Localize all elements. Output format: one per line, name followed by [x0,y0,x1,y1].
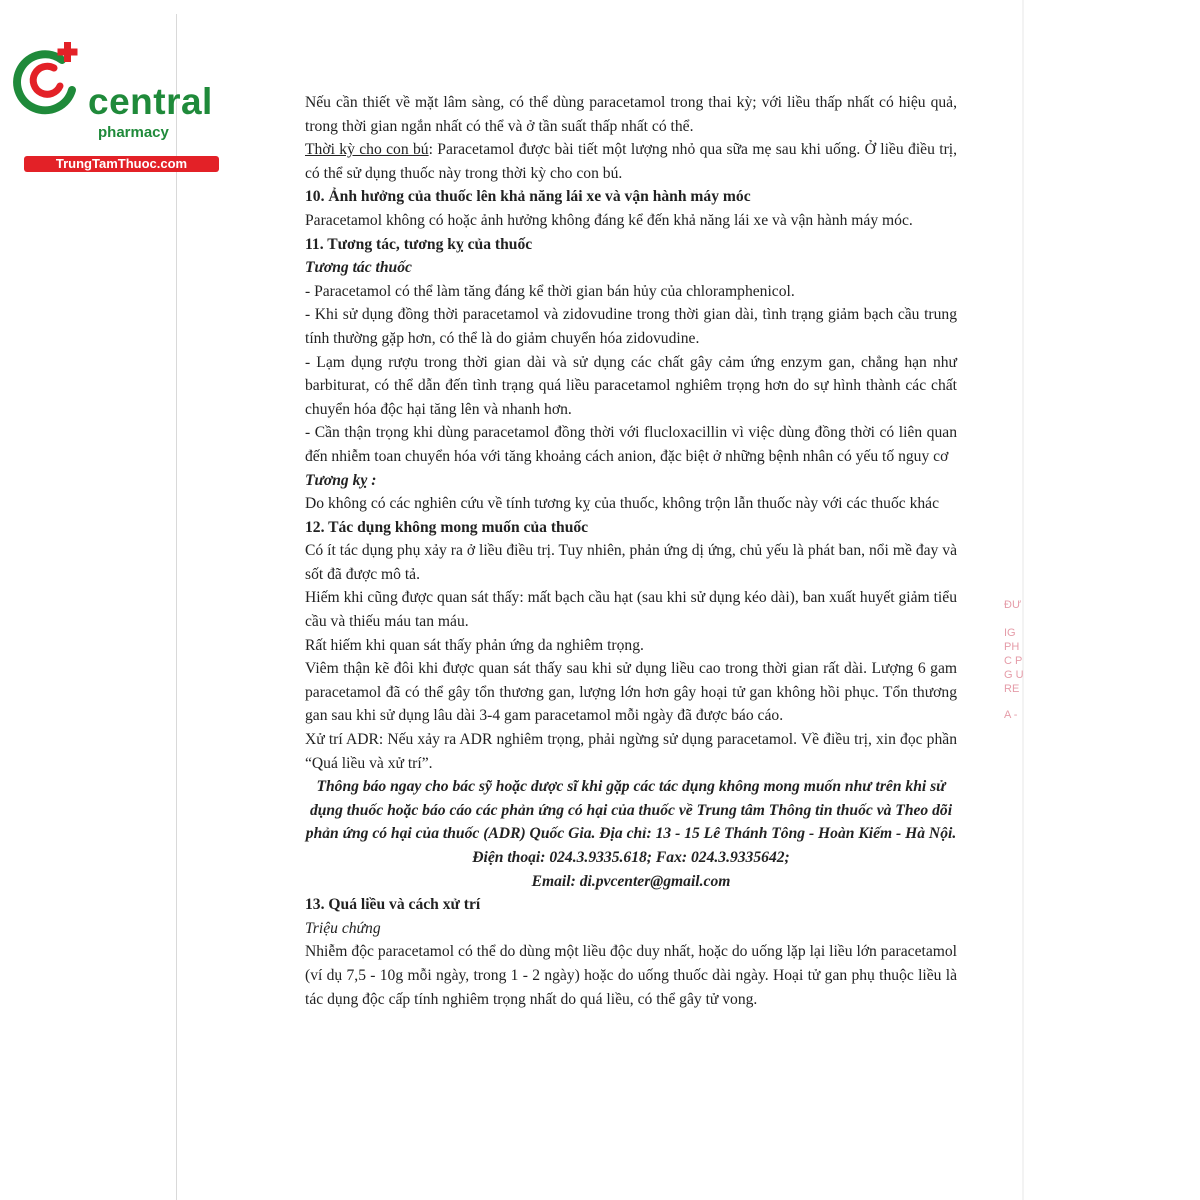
document-body [305,91,957,1011]
stamp-line: RE [1004,683,1020,695]
brand-subtitle: pharmacy [98,124,169,141]
central-pharmacy-logo[interactable] [10,38,215,171]
side-effects-paragraph: Viêm thận kẽ đôi khi được quan sát thấy sau khi sử dụng liều cao trong thời gian rất dài. Lượng 6 gam paracetamol đã có thể gây tổn thương gan, lượng lớn hơn gây hoại tử gan không hồi phục. Tổn thương gan sau khi sử dụng lâu dài 3-4 gam paracetamol mỗi ngày đã được báo cáo. [305,660,957,725]
side-effects-paragraph: Rất hiếm khi quan sát thấy phản ứng da nghiêm trọng. [305,636,644,654]
stamp-line: ĐƯ [1004,599,1022,611]
stamp-line: C P [1004,655,1023,667]
stamp-line: IG [1004,627,1016,639]
section-10-heading: 10. Ảnh hưởng của thuốc lên khả năng lái xe và vận hành máy móc [305,188,751,206]
side-effects-paragraph: Có ít tác dụng phụ xảy ra ở liều điều trị. Tuy nhiên, phản ứng dị ứng, chủ yếu là phát ban, nổi mề đay và sốt đã được mô tả. [305,542,957,583]
brand-website-badge: TrungTamThuoc.com [24,156,219,172]
interactions-subheading: Tương tác thuốc [305,259,412,277]
section-12-heading: 12. Tác dụng không mong muốn của thuốc [305,518,589,536]
stamp-line: A - [1004,709,1018,721]
section-11-heading: 11. Tương tác, tương kỵ của thuốc [305,235,533,253]
incompatibility-subheading: Tương kỵ : [305,471,377,489]
interaction-item: - Paracetamol có thể làm tăng đáng kể thời gian bán hủy của chloramphenicol. [305,282,795,300]
incompatibility-text: Do không có các nghiên cứu về tính tương kỵ của thuốc, không trộn lẫn thuốc này với các thuốc khác [305,495,940,513]
interaction-item: - Khi sử dụng đồng thời paracetamol và zidovudine trong thời gian dài, tình trạng giảm bạch cầu trung tính thường gặp hơn, có thể là do giảm chuyển hóa zidovudine. [305,306,957,347]
breastfeeding-label: Thời kỳ cho con bú [305,141,429,159]
side-effects-paragraph: Hiếm khi cũng được quan sát thấy: mất bạch cầu hạt (sau khi sử dụng kéo dài), ban xuất huyết giảm tiểu cầu và thiếu máu tan máu. [305,589,957,631]
adr-report-email: Email: di.pvcenter@gmail.com [531,872,731,890]
adr-management-paragraph: Xử trí ADR: Nếu xảy ra ADR nghiêm trọng, phải ngừng sử dụng paracetamol. Về điều trị, xin đọc phần “Quá liều và xử trí”. [305,731,957,772]
overdose-paragraph: Nhiễm độc paracetamol có thể do dùng một liều độc duy nhất, hoặc do uống lặp lại liều lớn paracetamol (ví dụ 7,5 - 10g mỗi ngày, trong 1 - 2 ngày) hoặc do uống thuốc dài ngày. Hoại tử gan phụ thuộc liều là tác dụng độc cấp tính nghiêm trọng nhất do quá liều, có thể gây tử vong. [305,943,957,1008]
pregnancy-paragraph: Nếu cần thiết về mặt lâm sàng, có thể dùng paracetamol trong thai kỳ; với liều thấp nhất có hiệu quả, trong thời gian ngắn nhất có thể và ở tần suất thấp nhất có thể. [305,94,957,135]
section-10-text: Paracetamol không có hoặc ảnh hưởng không đáng kể đến khả năng lái xe và vận hành máy móc. [305,211,913,229]
pharmacy-cross-icon [10,38,90,118]
interaction-item: - Cần thận trọng khi dùng paracetamol đồng thời với flucloxacillin vì việc dùng đồng thời có liên quan đến nhiễm toan chuyển hóa với tăng khoảng cách anion, đặc biệt ở những bệnh nhân có yếu tố nguy cơ [305,424,957,465]
stamp-line: PH [1004,641,1020,653]
scan-border-line [176,14,177,1200]
adr-report-notice: Thông báo ngay cho bác sỹ hoặc dược sĩ khi gặp các tác dụng không mong muốn như trên khi sử dụng thuốc hoặc báo cáo các phản ứng có hại của thuốc về Trung tâm Thông tin thuốc và Theo dõi phản ứng có hại của thuốc (ADR) Quốc Gia. Địa chỉ: 13 - 15 Lê Thánh Tông - Hoàn Kiếm - Hà Nội. Điện thoại: 024.3.9335.618; Fax: 024.3.9335642; [305,778,957,866]
stamp-line: G U [1004,669,1024,681]
red-stamp-fragment [1004,598,1028,722]
interaction-item: - Lạm dụng rượu trong thời gian dài và sử dụng các chất gây cảm ứng enzym gan, chẳng hạn như barbiturat, có thể dẫn đến tình trạng quá liều paracetamol nghiêm trọng hơn do sự hình thành các chất chuyển hóa độc hại tăng lên và nhanh hơn. [305,353,957,418]
symptoms-subheading: Triệu chứng [305,919,381,937]
breastfeeding-text: : Paracetamol được bài tiết một lượng nhỏ qua sữa mẹ sau khi uống. Ở liều điều trị, có thể sử dụng thuốc này trong thời kỳ cho con bú. [305,141,957,182]
breastfeeding-paragraph [305,138,957,185]
section-13-heading: 13. Quá liều và cách xử trí [305,896,481,914]
brand-name: central [88,81,213,122]
